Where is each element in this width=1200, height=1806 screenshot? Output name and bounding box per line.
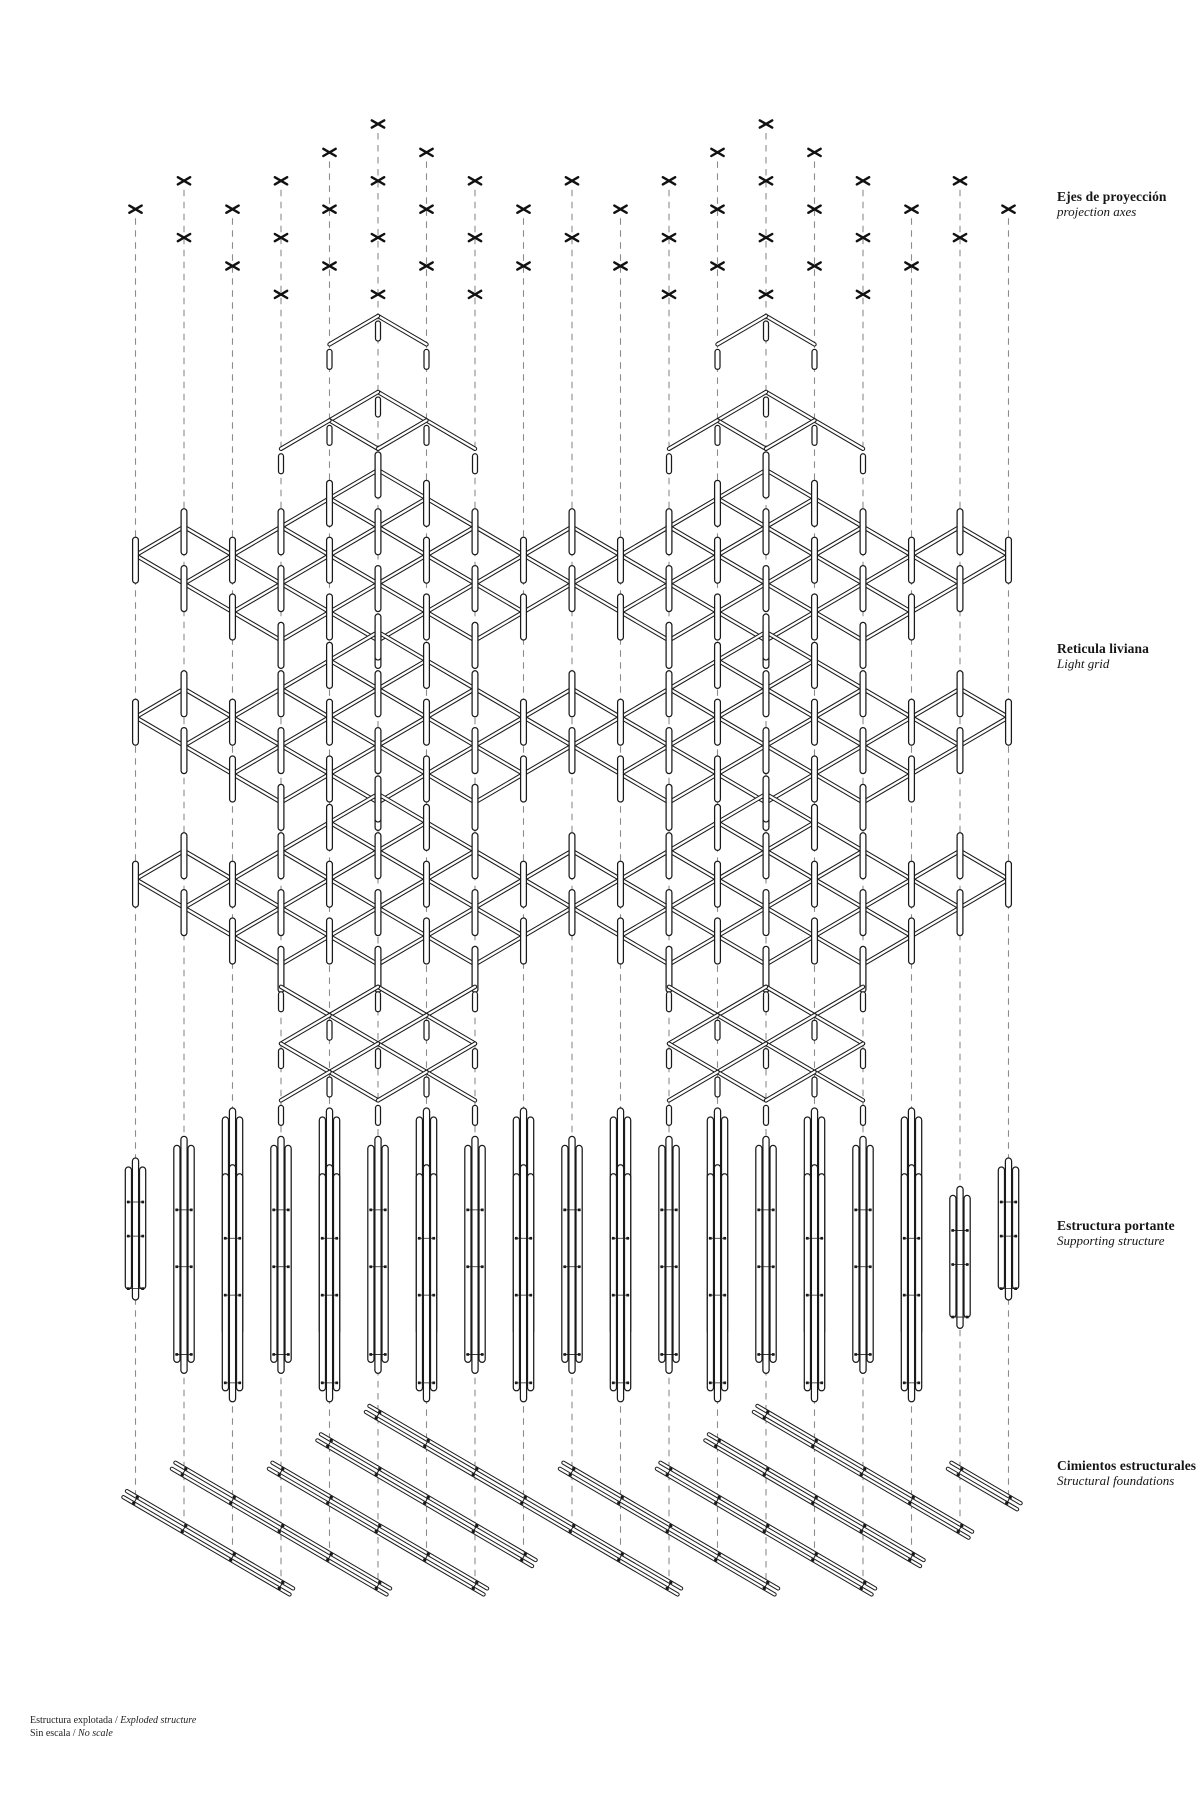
label-structural-foundations-en: Structural foundations [1057,1472,1175,1488]
drawing-caption [30,1714,196,1740]
label-supporting-structure-es: Estructura portante [1057,1218,1175,1233]
label-structural-foundations-es: Cimientos estructurales [1057,1458,1197,1473]
label-light-grid-es: Reticula liviana [1057,641,1149,656]
label-light-grid [1057,642,1149,671]
label-supporting-structure [1057,1219,1175,1248]
caption-scale-line: Sin escala / No scale [30,1728,113,1739]
label-supporting-structure-en: Supporting structure [1057,1232,1165,1248]
label-light-grid-en: Light grid [1057,655,1110,671]
label-projection-axes-es: Ejes de proyección [1057,189,1167,204]
label-projection-axes-en: projection axes [1057,203,1137,219]
label-projection-axes [1057,190,1167,219]
caption-title-line: Estructura explotada / Exploded structure [30,1715,197,1726]
label-structural-foundations [1057,1459,1196,1488]
